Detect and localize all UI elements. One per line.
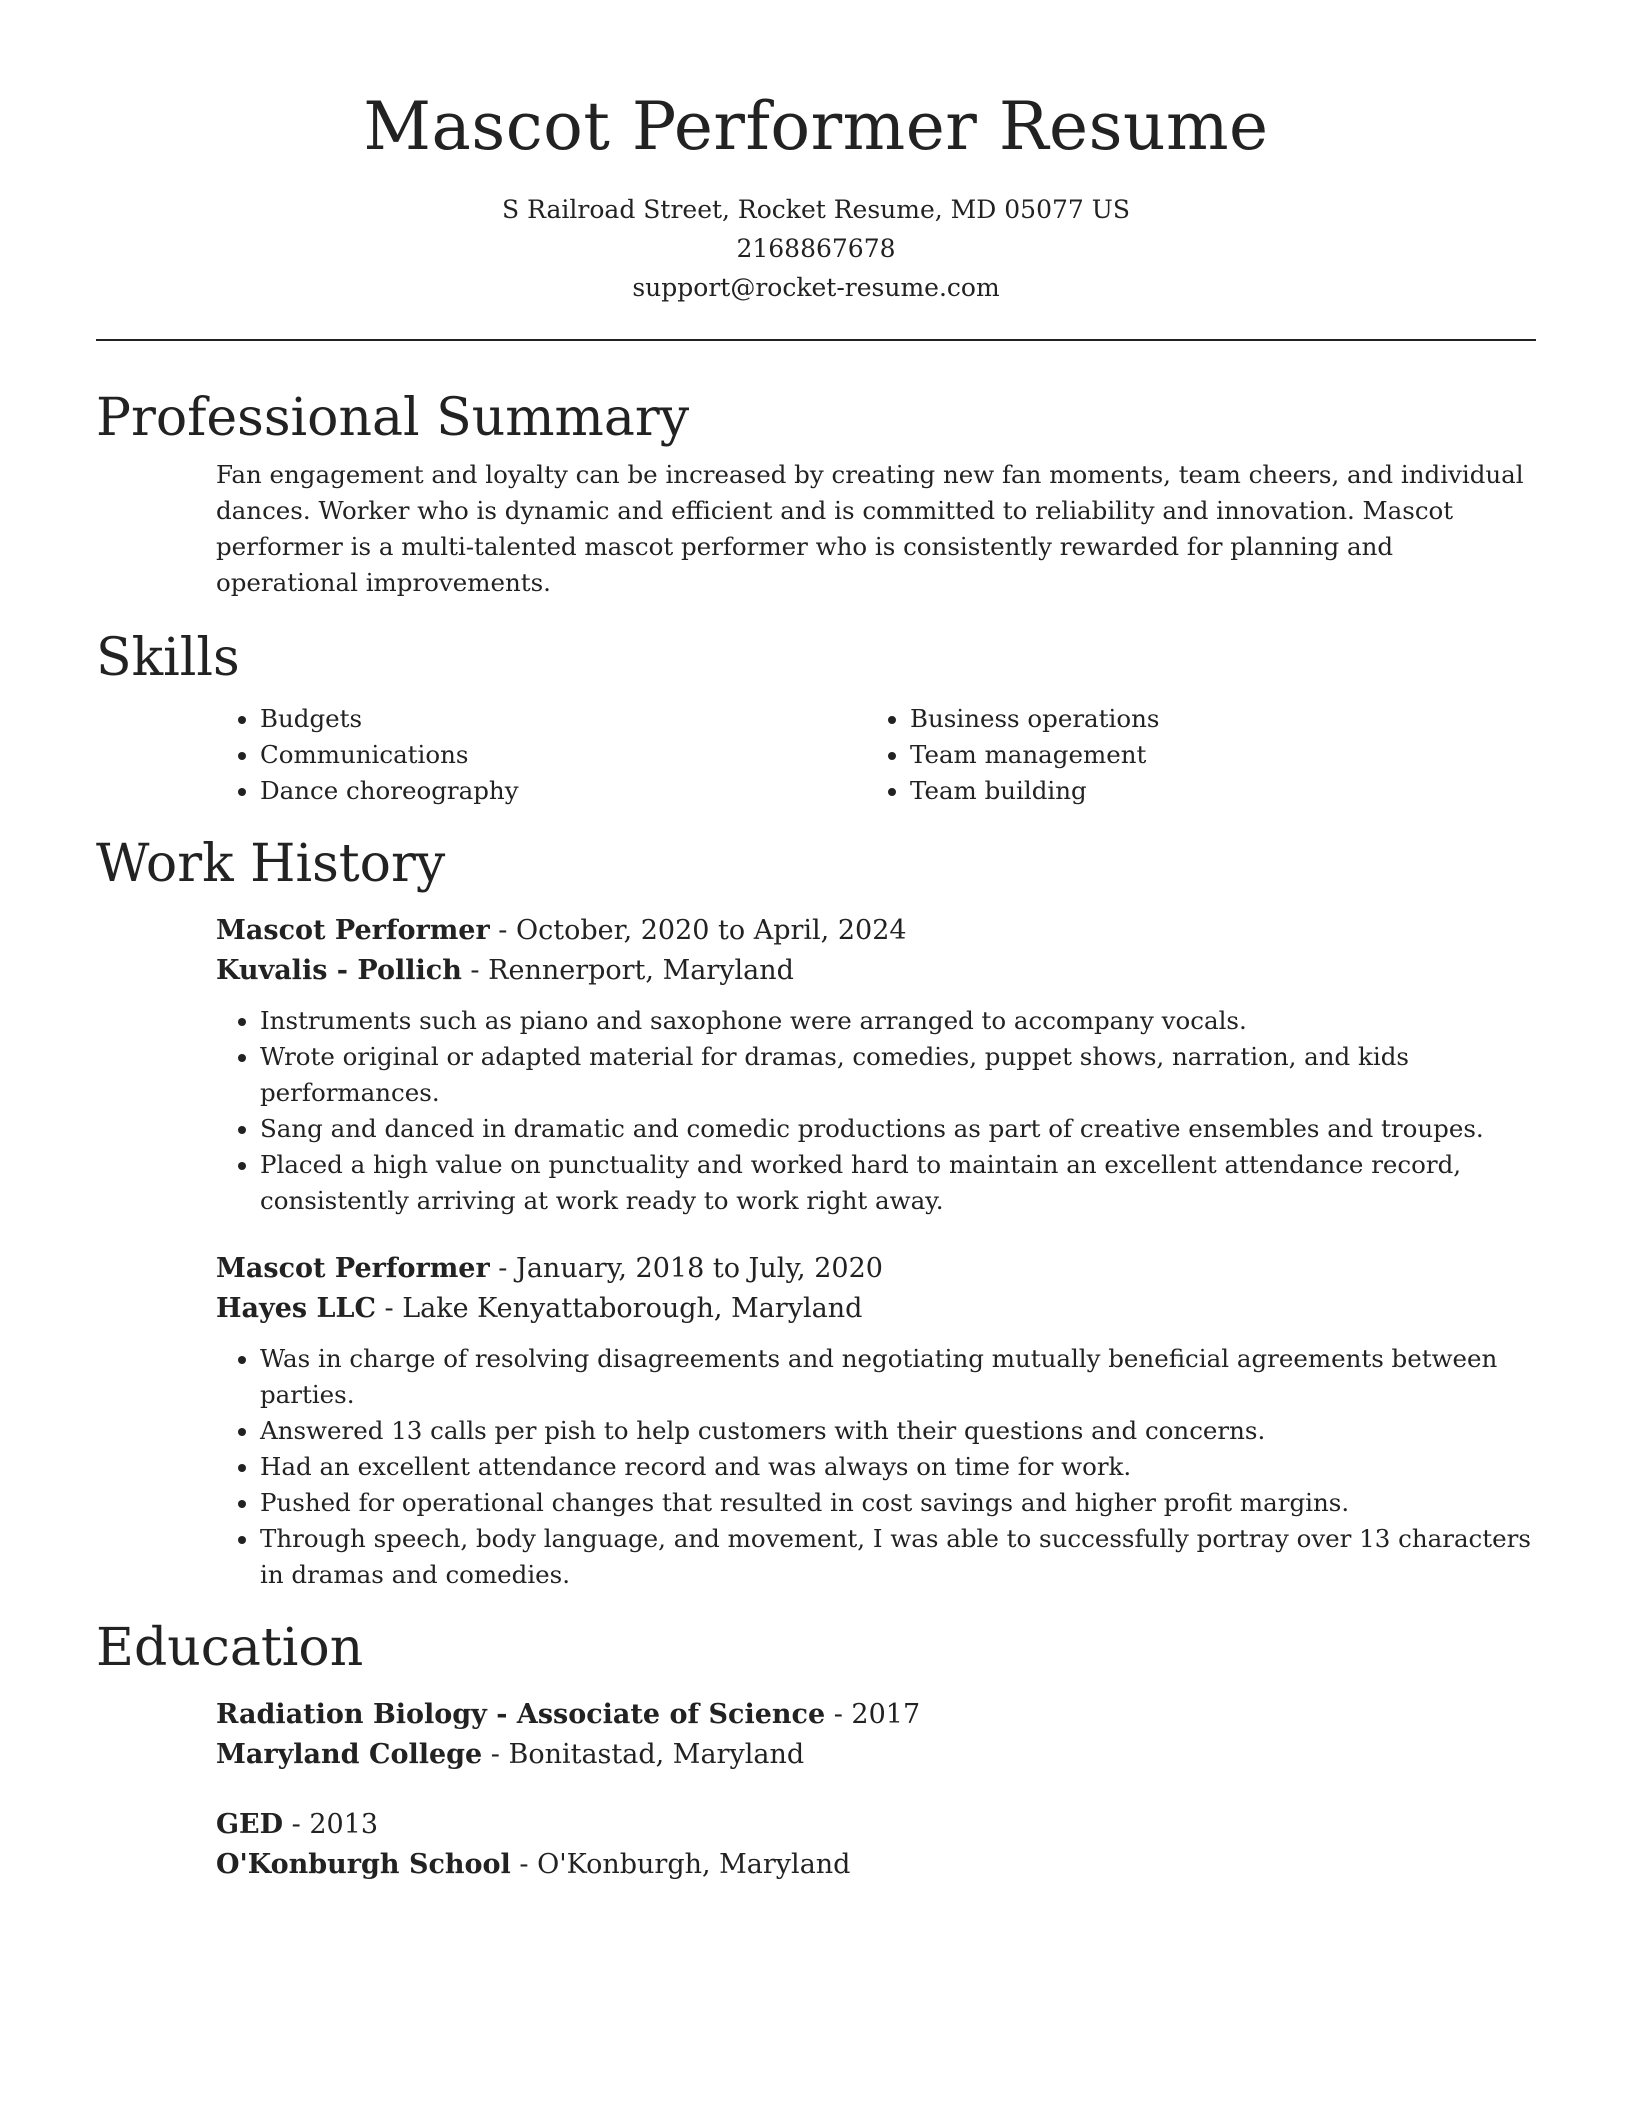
job-title-line <box>216 1249 1536 1289</box>
job-company-line <box>216 1289 1536 1329</box>
job-role: Mascot Performer <box>216 1253 490 1284</box>
education-school-line <box>216 1845 1536 1885</box>
resume-title: Mascot Performer Resume <box>363 88 1269 165</box>
skills-column-left <box>216 701 866 809</box>
contact-email: support@rocket-resume.com <box>632 273 1000 302</box>
education-school: O'Konburgh School <box>216 1849 511 1880</box>
skills-heading: Skills <box>96 628 240 688</box>
job-location: - Rennerport, Maryland <box>461 955 794 986</box>
job-bullet: • Instruments such as piano and saxophone were arranged to accompany vocals. <box>260 1003 1536 1039</box>
skill-item: • Budgets <box>260 701 866 737</box>
job-company: Hayes LLC <box>216 1293 376 1324</box>
education-degree: Radiation Biology - Associate of Science <box>216 1699 826 1730</box>
job-entry <box>216 911 1536 1219</box>
education-list <box>216 1695 1536 1885</box>
job-bullet: • Answered 13 calls per pish to help customers with their questions and concerns. <box>260 1413 1536 1449</box>
education-heading: Education <box>96 1618 364 1678</box>
job-bullet: • Placed a high value on punctuality and worked hard to maintain an excellent attendance record, consistently arriving at work ready to work right away. <box>260 1147 1536 1219</box>
education-degree-line <box>216 1695 1536 1735</box>
job-dates: - January, 2018 to July, 2020 <box>489 1253 883 1284</box>
job-bullets <box>216 1341 1536 1593</box>
education-school-line <box>216 1735 1536 1775</box>
summary-text: Fan engagement and loyalty can be increased by creating new fan moments, team cheers, and individual dances. Worker who is dynamic and efficient and is committed to reliability and innovation. Mascot performer is a multi-talented mascot performer who is consistently rewarded for planning and operational improvements. <box>216 460 1524 597</box>
skills-list <box>216 701 1536 809</box>
education-degree: GED <box>216 1809 284 1840</box>
summary-heading: Professional Summary <box>96 388 690 448</box>
job-bullets <box>216 1003 1536 1219</box>
skill-item: • Team management <box>910 737 1516 773</box>
job-role: Mascot Performer <box>216 915 490 946</box>
job-company-line <box>216 951 1536 991</box>
resume-header <box>96 0 1536 307</box>
work-history-list <box>216 911 1536 1593</box>
contact-info <box>96 190 1536 307</box>
education-entry <box>216 1805 1536 1885</box>
skills-column-right <box>866 701 1516 809</box>
job-bullet: • Through speech, body language, and movement, I was able to successfully portray over 13 characters in dramas and comedies. <box>260 1521 1536 1593</box>
contact-phone: 2168867678 <box>736 234 896 263</box>
education-year: - 2017 <box>825 1699 921 1730</box>
job-title-line <box>216 911 1536 951</box>
job-bullet: • Pushed for operational changes that resulted in cost savings and higher profit margins. <box>260 1485 1536 1521</box>
skill-item: • Communications <box>260 737 866 773</box>
skill-item: • Dance choreography <box>260 773 866 809</box>
education-degree-line <box>216 1805 1536 1845</box>
job-bullet: • Had an excellent attendance record and was always on time for work. <box>260 1449 1536 1485</box>
job-company: Kuvalis - Pollich <box>216 955 462 986</box>
job-bullet: • Was in charge of resolving disagreements and negotiating mutually beneficial agreements between parties. <box>260 1341 1536 1413</box>
education-location: - Bonitastad, Maryland <box>482 1739 805 1770</box>
skill-item: • Business operations <box>910 701 1516 737</box>
contact-address: S Railroad Street, Rocket Resume, MD 05077 US <box>502 195 1130 224</box>
header-divider <box>96 339 1536 341</box>
job-entry <box>216 1249 1536 1593</box>
job-location: - Lake Kenyattaborough, Maryland <box>375 1293 863 1324</box>
education-location: - O'Konburgh, Maryland <box>510 1849 851 1880</box>
skill-item: • Team building <box>910 773 1516 809</box>
education-year: - 2013 <box>283 1809 379 1840</box>
job-bullet: • Sang and danced in dramatic and comedic productions as part of creative ensembles and troupes. <box>260 1111 1536 1147</box>
education-entry <box>216 1695 1536 1775</box>
work-history-heading: Work History <box>96 834 446 894</box>
job-dates: - October, 2020 to April, 2024 <box>489 915 907 946</box>
education-school: Maryland College <box>216 1739 483 1770</box>
job-bullet: • Wrote original or adapted material for dramas, comedies, puppet shows, narration, and kids performances. <box>260 1039 1536 1111</box>
